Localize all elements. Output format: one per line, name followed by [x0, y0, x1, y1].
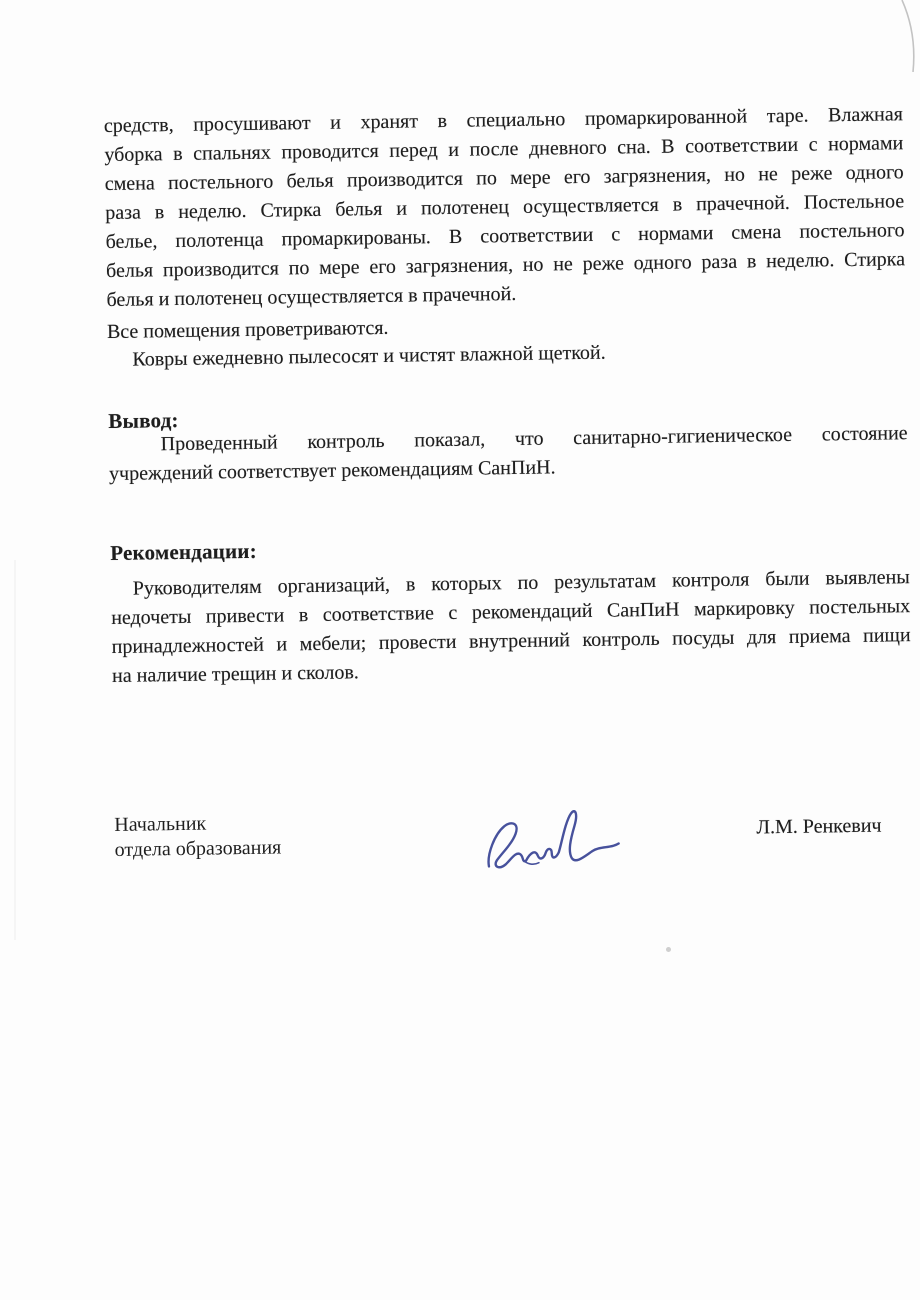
text-line: Все помещения проветриваются. — [106, 316, 389, 344]
conclusion-paragraph — [108, 419, 908, 489]
text-line: белье, полотенца промаркированы. В соответствии с нормами смена постельного — [105, 219, 905, 254]
signatory-name: Л.М. Ренкевич — [756, 814, 882, 839]
text-line: Руководителям организаций, в которых по результатам контроля были выявлены — [132, 566, 910, 600]
text-line: Ковры ежедневно пылесосят и чистят влажной щеткой. — [132, 341, 606, 371]
signatory-position — [114, 811, 281, 863]
signatory-position-line2: отдела образования — [114, 836, 282, 861]
scan-artifact-streak — [14, 560, 16, 940]
conclusion-heading: Вывод: — [108, 407, 179, 434]
text-line: раза в неделю. Стирка белья и полотенец осуществляется в прачечной. Постельное — [105, 190, 905, 225]
recommendations-heading: Рекомендации: — [110, 538, 257, 566]
signature-stroke — [488, 811, 619, 868]
signatory-position-line1: Начальник — [114, 812, 207, 836]
text-line: средств, просушивают и хранят в специально промаркированной таре. Влажная — [103, 103, 904, 138]
text-line: белья и полотенец осуществляется в прачечной. — [106, 282, 517, 312]
text-line: принадлежностей и мебели; провести внутренний контроль посуды для приема пищи — [111, 624, 911, 659]
text-line: учреждений соответствует рекомендациям СанПиН. — [108, 456, 556, 486]
text-line: уборка в спальнях проводится перед и после дневного сна. В соответствии с нормами — [104, 132, 904, 167]
text-line: на наличие трещин и сколов. — [111, 661, 360, 687]
text-line: белья производится по мере его загрязнения, но не реже одного раза в неделю. Стирка — [105, 248, 906, 283]
handwritten-signature — [478, 798, 637, 888]
paragraph-hygiene — [104, 100, 906, 315]
text-line: недочеты привести в соответствие с рекомендаций СанПиН маркировку постельных — [111, 595, 911, 630]
recommendations-paragraph — [111, 563, 912, 691]
scan-artifact-dot — [666, 947, 671, 952]
text-line: Проведенный контроль показал, что санитарно-гигиеническое состояние — [160, 422, 908, 456]
text-line: смена постельного белья производится по мере его загрязнения, но не реже одного — [104, 161, 904, 196]
scan-artifact-curve — [890, 0, 920, 72]
